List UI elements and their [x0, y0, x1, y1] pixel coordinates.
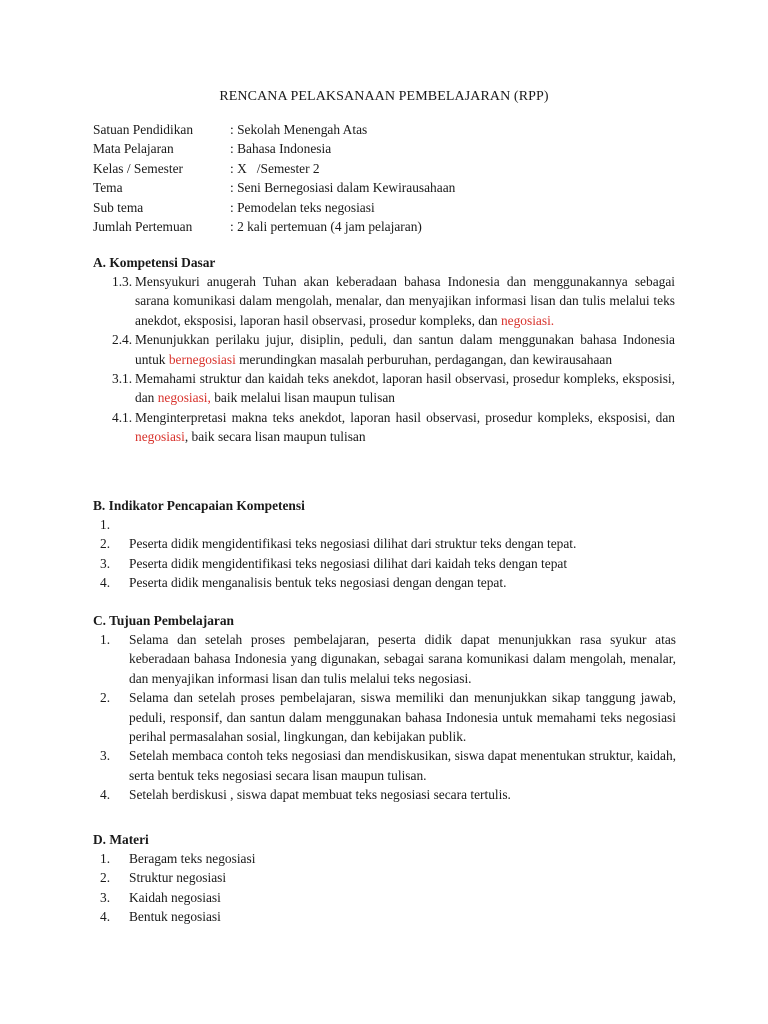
list-number: 1.: [100, 517, 111, 532]
section-a-heading: A. Kompetensi Dasar: [93, 255, 216, 270]
indikator-list: [100, 515, 676, 593]
list-text: [135, 272, 675, 330]
list-number: 4.: [100, 787, 111, 803]
list-item: [100, 630, 676, 688]
list-item: [100, 554, 676, 573]
text-span: Memahami struktur dan kaidah teks anekdot, laporan hasil observasi, prosedur kompleks, eksposisi, dan: [135, 371, 675, 406]
text-span: , baik secara lisan maupun tulisan: [184, 429, 366, 445]
list-text: Setelah membaca contoh teks negosiasi dan mendiskusikan, siswa dapat menentukan struktur, kaidah, serta bentuk teks negosiasi secara lisan maupun tulisan.: [129, 748, 676, 783]
list-text: Peserta didik mengidentifikasi teks negosiasi dilihat dari struktur teks dengan tepat.: [129, 536, 577, 552]
list-item: [100, 746, 676, 785]
list-number: 3.: [100, 748, 111, 764]
list-number: 4.: [100, 909, 111, 925]
identity-label: Tema: [93, 180, 123, 196]
list-item: [100, 888, 676, 907]
list-number: 4.1.: [112, 409, 133, 425]
kompetensi-dasar-list: [112, 272, 675, 447]
identity-label: Satuan Pendidikan: [93, 122, 194, 137]
document-title: RENCANA PELAKSANAAN PEMBELAJARAN (RPP): [219, 89, 549, 104]
highlight-text: negosiasi.: [500, 312, 555, 328]
list-text: Bentuk negosiasi: [129, 909, 221, 925]
highlight-text: bernegosiasi: [168, 351, 236, 367]
identity-row: [93, 198, 455, 217]
list-number: 3.1.: [112, 371, 133, 387]
list-number: 2.4.: [112, 332, 133, 348]
tujuan-list: [100, 630, 676, 805]
section-c-heading: C. Tujuan Pembelajaran: [93, 613, 234, 628]
list-item: [100, 868, 676, 887]
identity-value: : 2 kali pertemuan (4 jam pelajaran): [230, 218, 422, 234]
list-item: [112, 408, 675, 447]
identity-table: [93, 120, 455, 236]
section-b-heading: B. Indikator Pencapaian Kompetensi: [93, 498, 305, 513]
list-text: Struktur negosiasi: [129, 870, 227, 886]
text-span: Menunjukkan perilaku jujur, disiplin, peduli, dan santun dalam menggunakan bahasa Indonesia untuk: [135, 332, 675, 367]
list-text: [135, 369, 675, 408]
text-span: baik melalui lisan maupun tulisan: [210, 390, 395, 406]
list-text: Selama dan setelah proses pembelajaran, peserta didik dapat menunjukkan rasa syukur atas keberadaan bahasa Indonesia yang digunakan, sebagai sarana komunikasi dalam mengolah, menalar, dan menyajikan informasi lisan dan tulis melalui teks negosiasi.: [129, 632, 676, 686]
identity-value: : Sekolah Menengah Atas: [230, 122, 368, 137]
identity-label: Mata Pelajaran: [93, 141, 174, 157]
identity-value: : Bahasa Indonesia: [230, 141, 332, 157]
list-text: Peserta didik menganalisis bentuk teks negosiasi dengan dengan tepat.: [129, 575, 507, 591]
identity-value: : Pemodelan teks negosiasi: [230, 199, 375, 215]
list-number: 1.: [100, 851, 111, 866]
list-number: 1.: [100, 632, 111, 647]
identity-value: : Seni Bernegosiasi dalam Kewirausahaan: [230, 180, 456, 196]
list-item: [100, 688, 676, 746]
list-text: [129, 515, 676, 534]
list-item: [100, 573, 676, 592]
list-item: [112, 369, 675, 408]
highlight-text: negosiasi: [135, 429, 185, 445]
list-text: Kaidah negosiasi: [129, 889, 221, 905]
list-text: Selama dan setelah proses pembelajaran, siswa memiliki dan menunjukkan sikap tanggung jawab, peduli, responsif, dan santun dalam menggunakan bahasa Indonesia untuk memahami teks negosiasi perihal permasalahan sosial, lingkungan, dan kebijakan publik.: [129, 690, 676, 745]
list-text: [135, 330, 675, 369]
list-number: 1.3.: [112, 274, 133, 289]
list-number: 2.: [100, 536, 111, 552]
identity-row: [93, 178, 455, 197]
identity-row: [93, 139, 455, 158]
identity-row: [93, 217, 455, 236]
list-item: [100, 515, 676, 534]
list-item: [100, 849, 676, 868]
list-text: Peserta didik mengidentifikasi teks negosiasi dilihat dari kaidah teks dengan tepat: [129, 555, 568, 571]
identity-row: [93, 120, 455, 139]
text-span: Mensyukuri anugerah Tuhan akan keberadaan bahasa Indonesia dan menggunakannya sebagai sarana komunikasi dalam mengolah, menalar, dan menyajikan informasi lisan dan tulis melalui teks anekdot, eksposisi, laporan hasil observasi, prosedur kompleks, dan: [135, 274, 675, 328]
list-number: 3.: [100, 555, 111, 571]
highlight-text: negosiasi,: [157, 390, 211, 406]
list-number: 3.: [100, 889, 111, 905]
identity-value: : X /Semester 2: [230, 160, 320, 176]
list-item: [112, 330, 675, 369]
identity-row: [93, 159, 455, 178]
list-number: 2.: [100, 690, 111, 706]
materi-list: [100, 849, 676, 927]
list-text: Setelah berdiskusi , siswa dapat membuat teks negosiasi secara tertulis.: [129, 787, 511, 803]
identity-label: Sub tema: [93, 199, 144, 215]
section-d-heading: D. Materi: [93, 832, 149, 847]
list-text: Beragam teks negosiasi: [129, 851, 256, 866]
list-text: [135, 408, 675, 447]
list-number: 2.: [100, 870, 111, 886]
text-span: Menginterpretasi makna teks anekdot, laporan hasil observasi, prosedur kompleks, eksposisi, dan: [135, 409, 675, 425]
identity-label: Jumlah Pertemuan: [93, 218, 193, 234]
text-span: merundingkan masalah perburuhan, perdagangan, dan kewirausahaan: [235, 351, 613, 367]
list-item: [100, 785, 676, 804]
identity-label: Kelas / Semester: [93, 160, 183, 176]
list-item: [100, 534, 676, 553]
list-item: [112, 272, 675, 330]
list-item: [100, 907, 676, 926]
list-number: 4.: [100, 575, 111, 591]
